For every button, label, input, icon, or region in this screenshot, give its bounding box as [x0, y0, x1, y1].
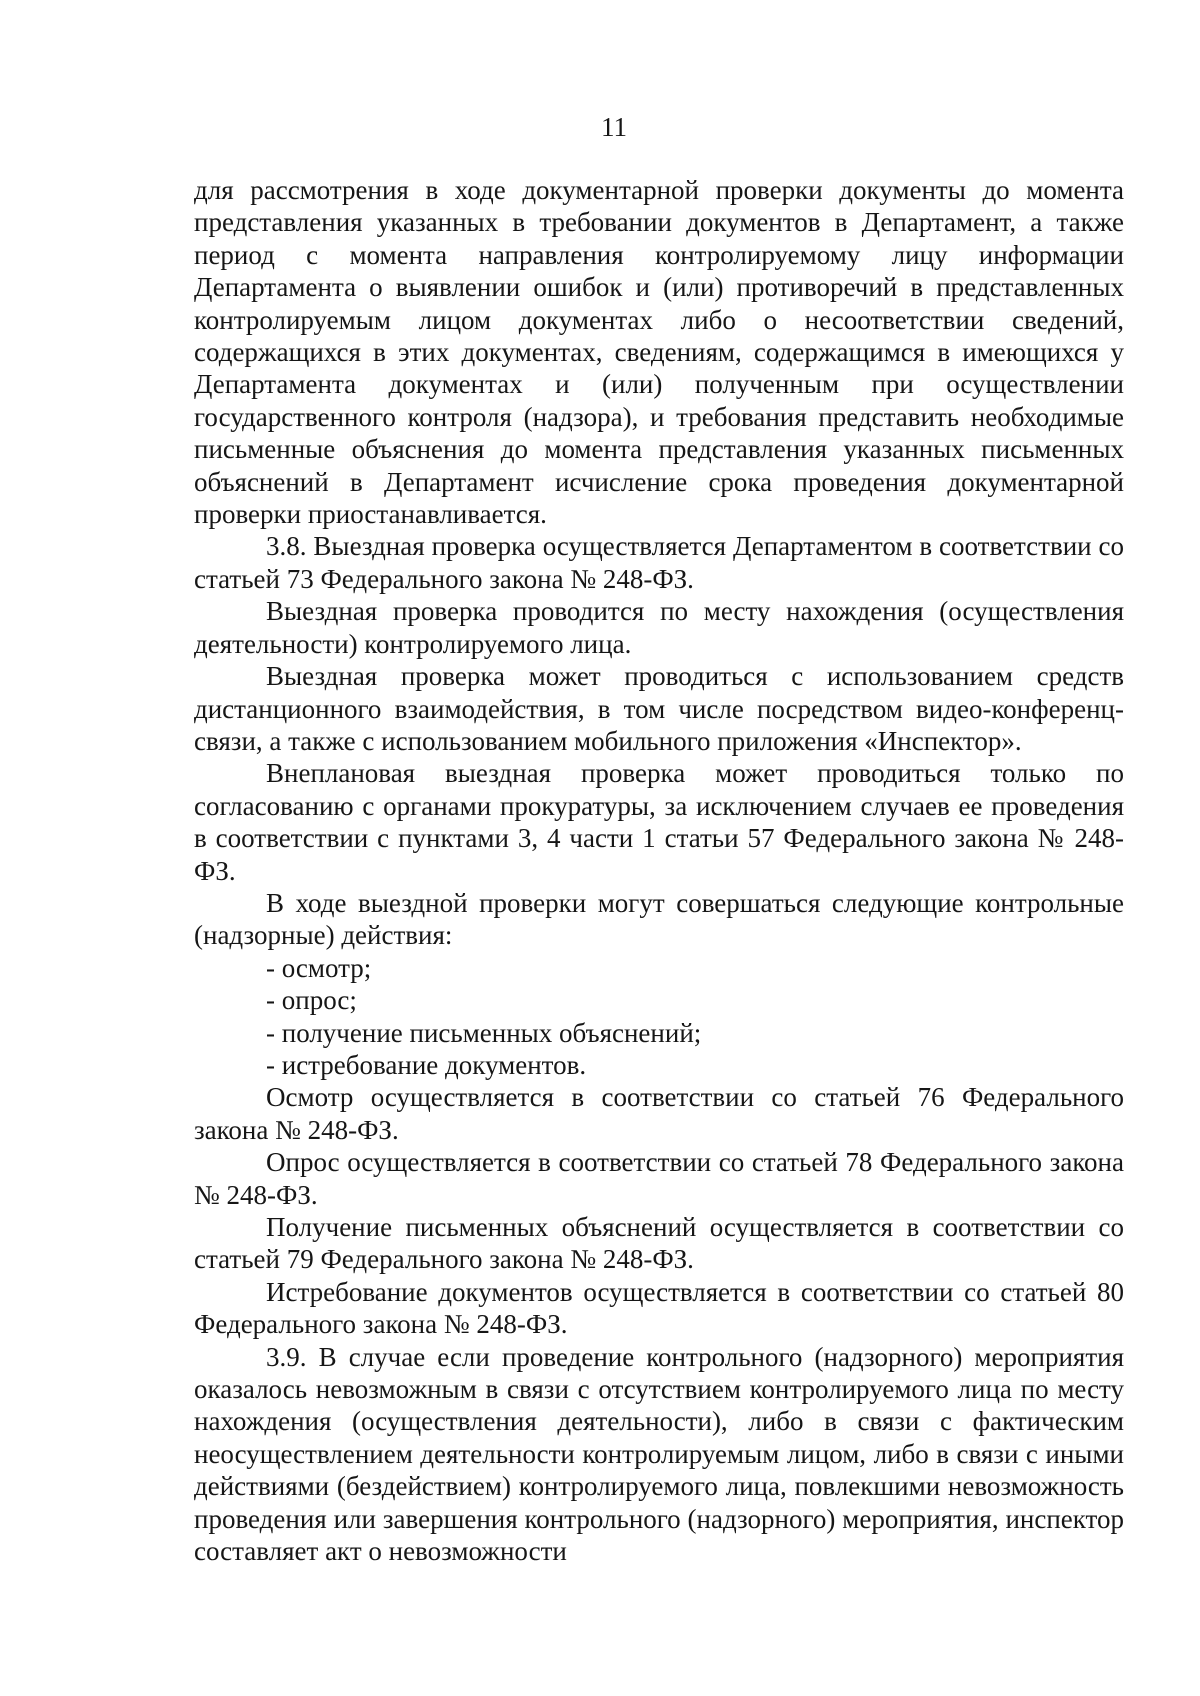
paragraph-remote: Выездная проверка может проводиться с использованием средств дистанционного взаимодействия, в том числе посредством видео-конференц-связи, а также с использованием мобильного приложения «Инспектор».	[194, 661, 1124, 756]
paragraph-inspection: Осмотр осуществляется в соответствии со статьей 76 Федерального закона № 248-ФЗ.	[194, 1082, 1124, 1145]
paragraph-3-8: 3.8. Выездная проверка осуществляется Департаментом в соответствии со статьей 73 Федерального закона № 248-ФЗ.	[194, 531, 1124, 594]
list-item: - получение письменных объяснений;	[266, 1017, 702, 1048]
list-item: - истребование документов.	[266, 1049, 587, 1080]
paragraph-actions-intro: В ходе выездной проверки могут совершаться следующие контрольные (надзорные) действия:	[194, 887, 1124, 951]
list-item: - опрос;	[266, 985, 357, 1016]
paragraph-3-9: 3.9. В случае если проведение контрольного (надзорного) мероприятия оказалось невозможным в связи с отсутствием контролируемого лица по месту нахождения (осуществления деятельности), либо в связи с фактическим неосуществлением деятельности контролируемым лицом, либо в связи с иными действиями (бездействием) контролируемого лица, повлекшими невозможность проведения или завершения контрольного (надзорного) мероприятия, инспектор составляет акт о невозможности	[194, 1341, 1124, 1567]
list-item: - осмотр;	[266, 952, 372, 983]
document-body	[194, 174, 1124, 1567]
paragraph-place: Выездная проверка проводится по месту нахождения (осуществления деятельности) контролируемого лица.	[194, 596, 1124, 659]
paragraph-written-explanations: Получение письменных объяснений осуществляется в соответствии со статьей 79 Федерального закона № 248-ФЗ.	[194, 1212, 1124, 1275]
paragraph-unscheduled: Внеплановая выездная проверка может проводиться только по согласованию с органами прокуратуры, за исключением случаев ее проведения в соответствии с пунктами 3, 4 части 1 статьи 57 Федерального закона № 248-ФЗ.	[194, 758, 1124, 886]
paragraph-survey: Опрос осуществляется в соответствии со статьей 78 Федерального закона № 248-ФЗ.	[194, 1147, 1124, 1210]
page-number: 11	[601, 112, 627, 142]
paragraph-document-request: Истребование документов осуществляется в соответствии со статьей 80 Федерального закона № 248-ФЗ.	[194, 1276, 1124, 1340]
paragraph-continuation: для рассмотрения в ходе документарной проверки документы до момента представления указанных в требовании документов в Департамент, а также период с момента направления контролируемому лицу информации Департамента о выявлении ошибок и (или) противоречий в представленных контролируемым лицом документах либо о несоответствии сведений, содержащихся в этих документах, сведениям, содержащимся в имеющихся у Департамента документах и (или) полученным при осуществлении государственного контроля (надзора), и требования представить необходимые письменные объяснения до момента представления указанных письменных объяснений в Департамент исчисление срока проведения документарной проверки приостанавливается.	[194, 175, 1124, 530]
